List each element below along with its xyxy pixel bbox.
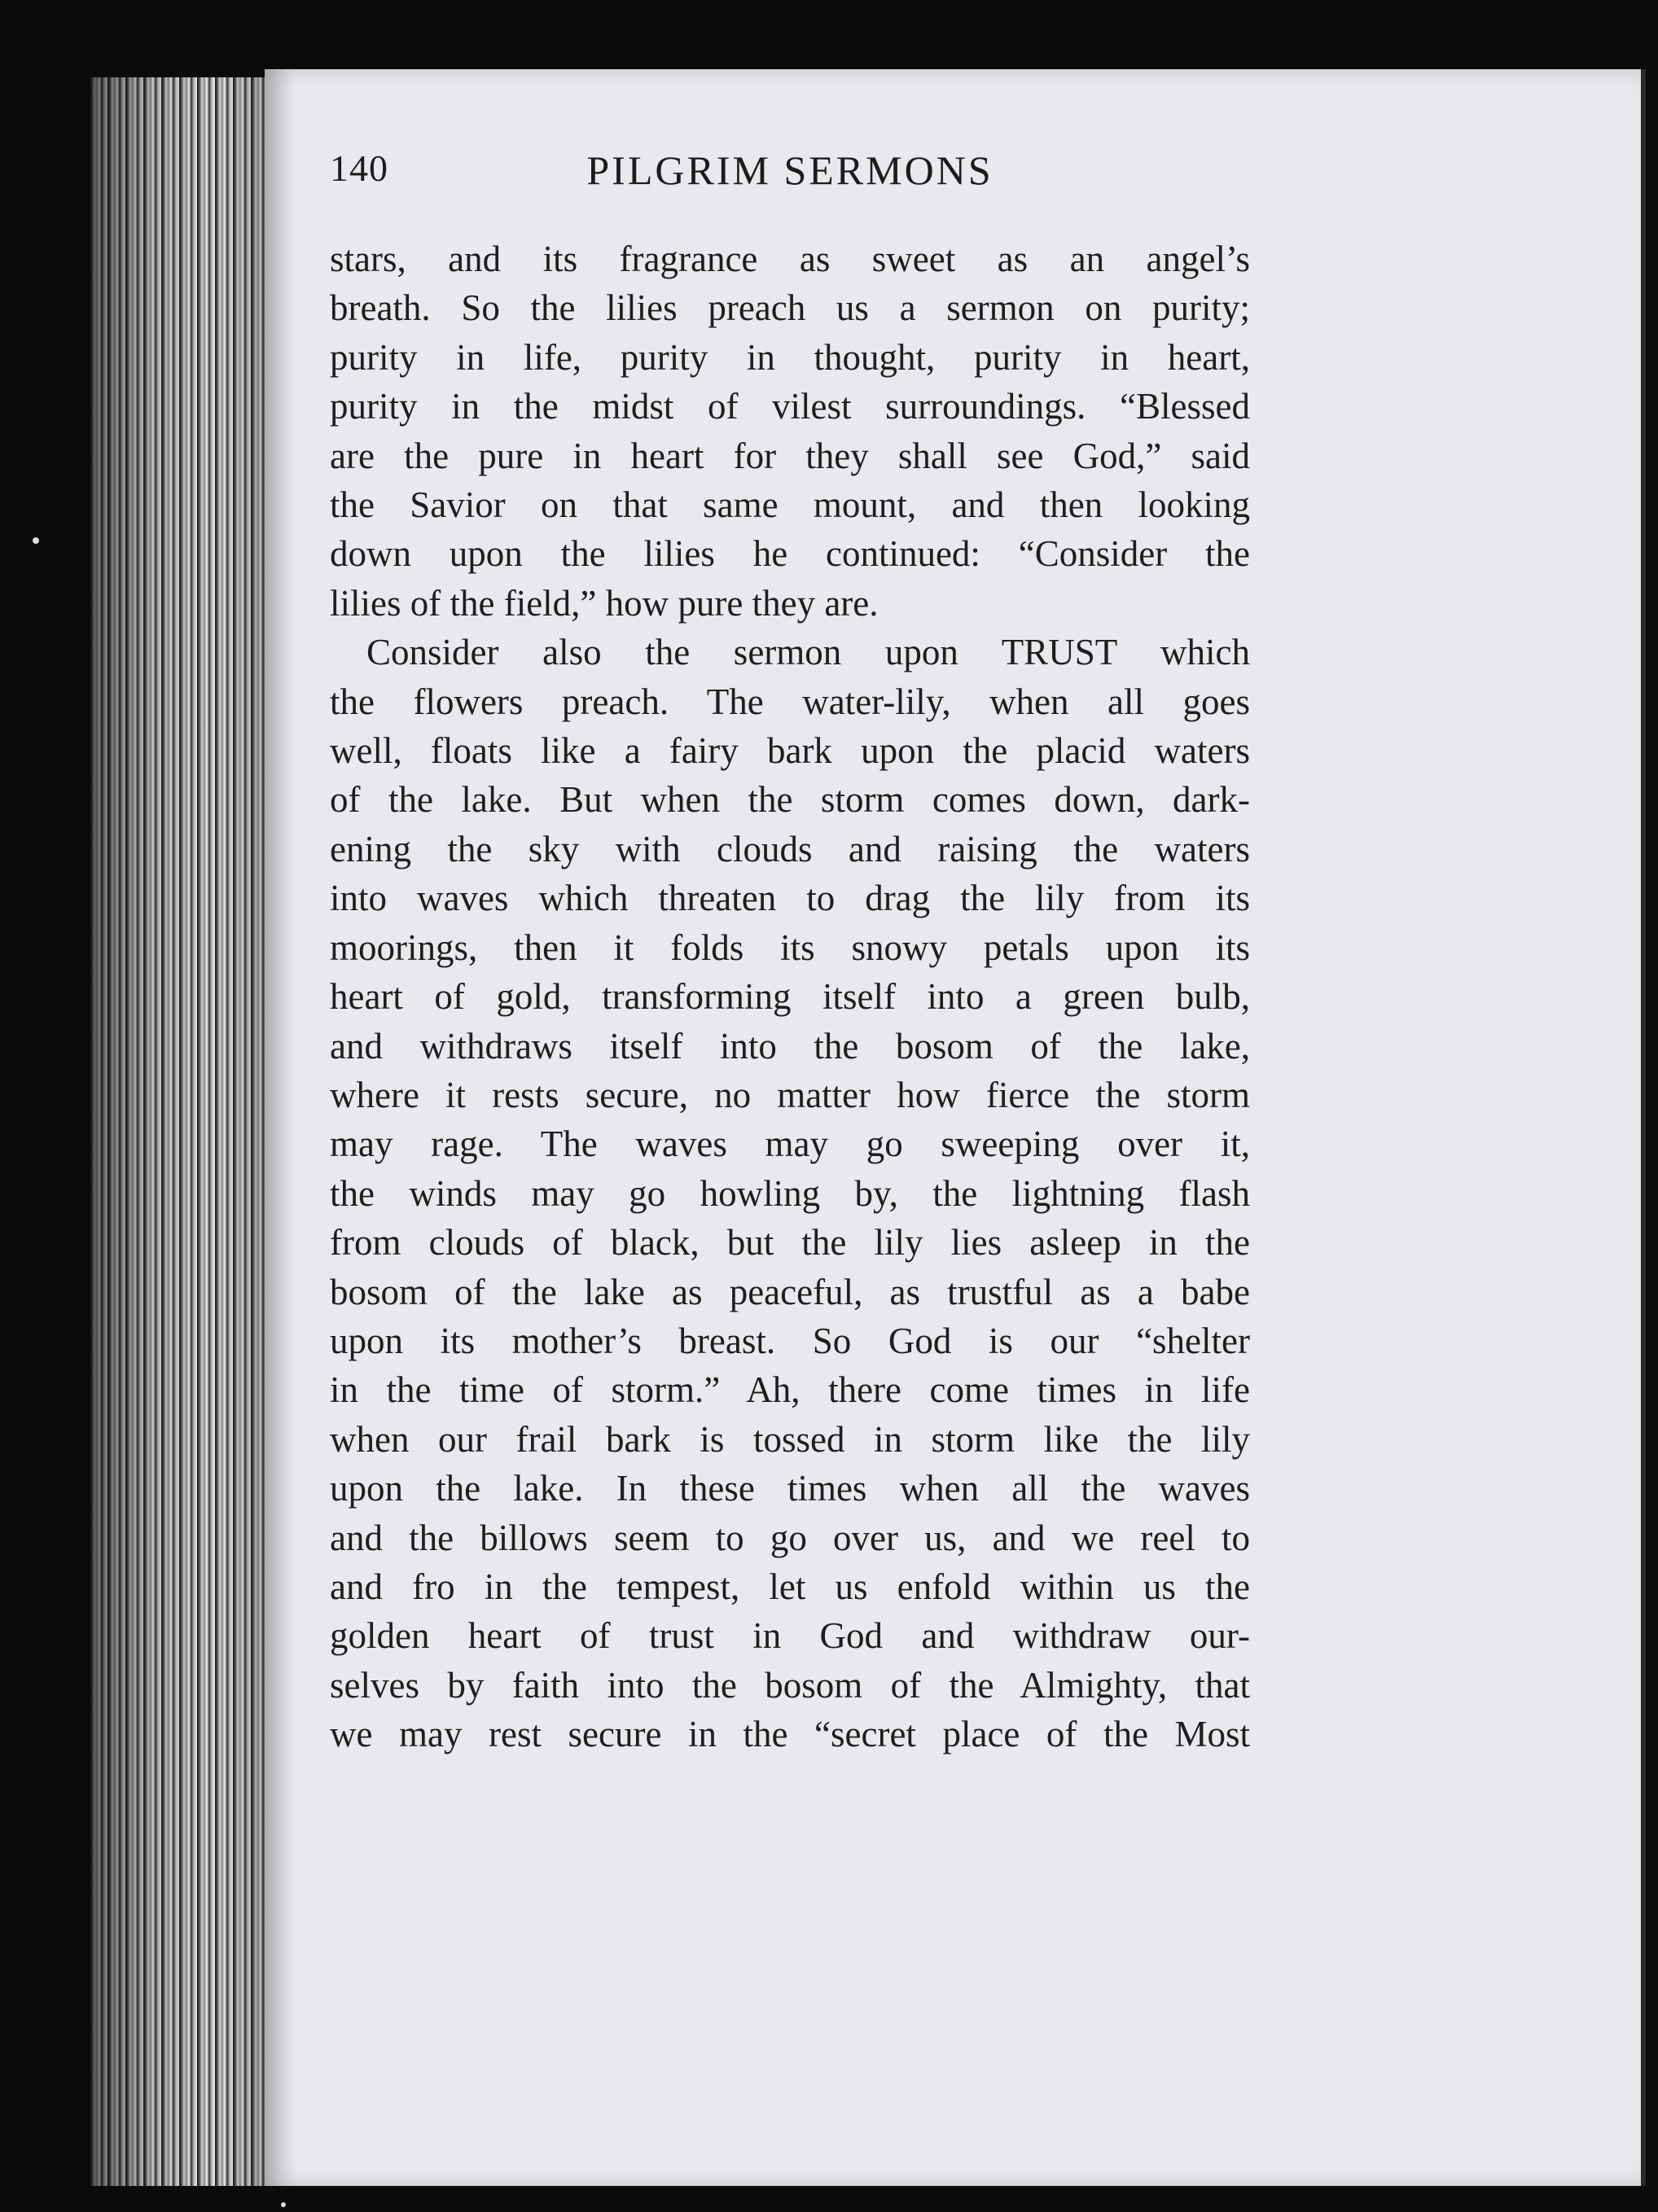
text-line: the winds may go howling by, the lightning flash — [330, 1172, 1250, 1214]
text-line: well, floats like a fairy bark upon the placid waters — [330, 730, 1250, 772]
text-line: may rage. The waves may go sweeping over it, — [330, 1124, 1250, 1165]
text-line: selves by faith into the bosom of the Almighty, that — [330, 1664, 1250, 1706]
text-line: of the lake. But when the storm comes down, dark- — [330, 779, 1250, 821]
paragraph-2 — [330, 628, 1250, 1759]
text-line: from clouds of black, but the lily lies asleep in the — [330, 1222, 1250, 1264]
text-line: stars, and its fragrance as sweet as an angel’s — [330, 239, 1250, 279]
text-line: moorings, then it folds its snowy petals upon its — [330, 926, 1250, 968]
text-line: and withdraws itself into the bosom of the lake, — [330, 1025, 1250, 1067]
text-line: into waves which threaten to drag the lily from its — [330, 878, 1250, 919]
text-line: and the billows seem to go over us, and we reel to — [330, 1517, 1250, 1558]
text-line: ening the sky with clouds and raising the waters — [330, 828, 1250, 869]
scan-speck — [33, 537, 39, 544]
text-line: down upon the lilies he continued: “Consider the — [330, 533, 1250, 575]
body-text — [330, 234, 1250, 1759]
page-edges-shadow — [90, 77, 273, 2186]
text-line: purity in the midst of vilest surroundings. “Blessed — [330, 386, 1250, 427]
text-line: upon its mother’s breast. So God is our “shelter — [330, 1320, 1250, 1361]
text-line: the flowers preach. The water-lily, when all goes — [330, 681, 1250, 722]
paragraph-1 — [330, 234, 1250, 628]
text-line: golden heart of trust in God and withdraw our- — [330, 1615, 1250, 1657]
text-line: upon the lake. In these times when all the waves — [330, 1468, 1250, 1509]
scan-speck — [281, 2202, 286, 2207]
text-line: heart of gold, transforming itself into a green bulb, — [330, 976, 1250, 1018]
text-line: the Savior on that same mount, and then looking — [330, 484, 1250, 526]
text-line: we may rest secure in the “secret place of the Most — [330, 1714, 1250, 1755]
text-line: in the time of storm.” Ah, there come times in life — [330, 1369, 1250, 1411]
text-line: bosom of the lake as peaceful, as trustful as a babe — [330, 1271, 1250, 1312]
text-line: where it rests secure, no matter how fierce the storm — [330, 1074, 1250, 1115]
text-line: are the pure in heart for they shall see God,” said — [330, 435, 1250, 476]
text-line: purity in life, purity in thought, purity in heart, — [330, 336, 1250, 378]
gutter-shadow — [265, 69, 297, 2186]
running-head: PILGRIM SERMONS — [586, 147, 993, 193]
text-line: breath. So the lilies preach us a sermon on purity; — [330, 287, 1250, 329]
page-header — [330, 147, 1250, 228]
text-line: Consider also the sermon upon TRUST which — [366, 632, 1250, 673]
text-line: lilies of the field,” how pure they are. — [330, 582, 879, 624]
text-line: when our frail bark is tossed in storm like the lily — [330, 1418, 1250, 1460]
text-line: and fro in the tempest, let us enfold within us the — [330, 1566, 1250, 1607]
page-number: 140 — [330, 147, 388, 189]
